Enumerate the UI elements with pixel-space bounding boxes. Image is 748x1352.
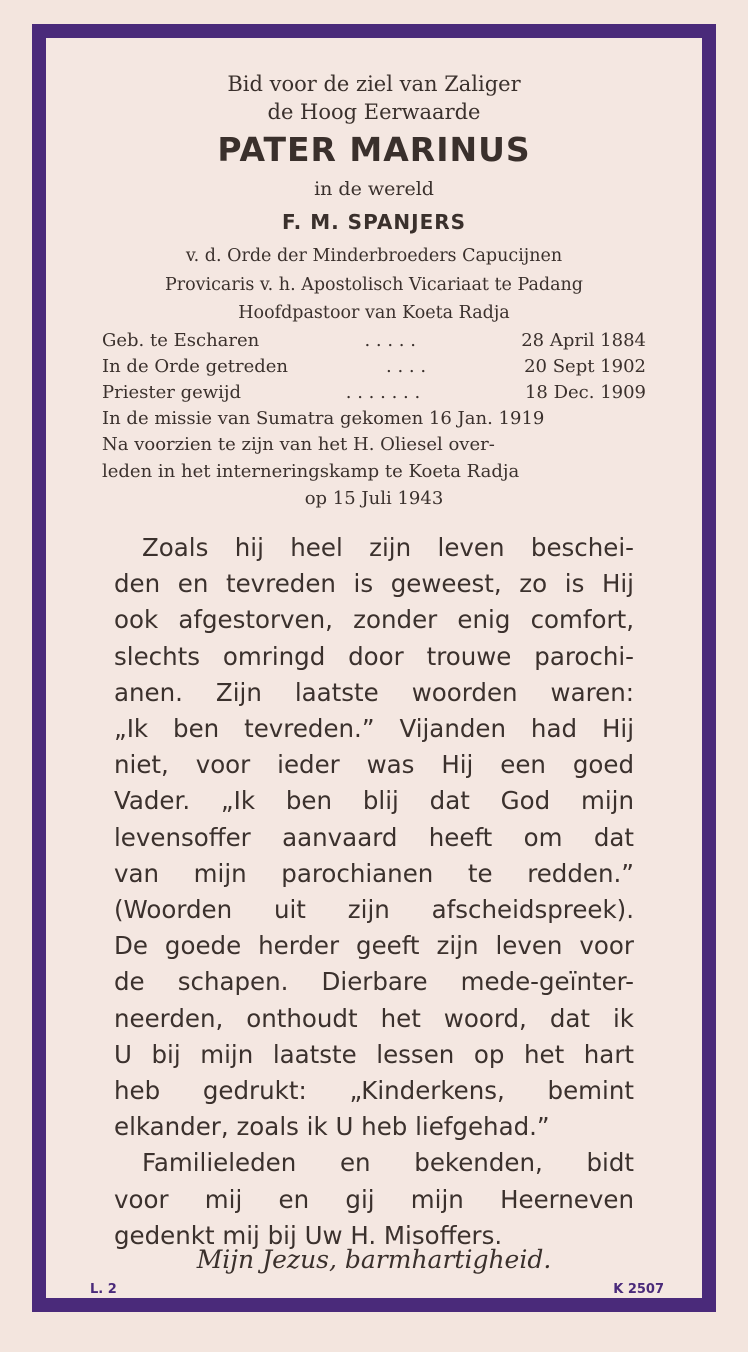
date-value: 18 Dec. 1909 (524, 382, 646, 403)
body-line: ook afgestorven, zonder enig comfort, (114, 605, 634, 635)
header-line-4: in de wereld (314, 178, 434, 200)
body-line: (Woorden uit zijn afscheidspreek). (114, 895, 634, 925)
eulogy-text (114, 530, 634, 1254)
date-row-birth (102, 330, 646, 351)
date-value: 20 Sept 1902 (524, 356, 646, 377)
body-line: niet, voor ieder was Hij een goed (114, 750, 634, 780)
print-code-left: L. 2 (90, 1282, 117, 1297)
card-content (64, 38, 684, 1298)
body-line: anen. Zijn laatste woorden waren: (114, 677, 634, 707)
body-line: De goede herder geeft zijn leven voor (114, 931, 634, 961)
body-line: „Ik ben tevreden.” Vijanden had Hij (114, 714, 634, 744)
death-line-3 (102, 488, 646, 509)
body-line: slechts omringd door trouwe parochi- (114, 641, 634, 671)
print-code-right: K 2507 (613, 1282, 664, 1297)
body-line: voor mij en gij mijn Heerneven (114, 1184, 634, 1214)
body-line: Zoals hij heel zijn leven beschei- (142, 533, 634, 562)
body-line: levensoffer aanvaard heeft om dat (114, 822, 634, 852)
date-value: 28 April 1884 (521, 330, 646, 351)
body-line: de schapen. Dierbare mede-geïnter- (114, 967, 634, 997)
deceased-title: PATER MARINUS (217, 130, 531, 169)
date-row-order (102, 356, 646, 377)
provicar-line: Provicaris v. h. Apostolisch Vicariaat te Padang (164, 275, 584, 295)
date-label: Priester gewijd (102, 382, 242, 403)
body-line: neerden, onthoudt het woord, dat ik (114, 1003, 634, 1033)
date-dots: . . . . (386, 356, 427, 377)
body-line: heb gedrukt: „Kinderkens, bemint (114, 1076, 634, 1106)
pastor-line: Hoofdpastoor van Koeta Radja (238, 303, 510, 323)
death-line-1 (102, 434, 646, 455)
memorial-card (32, 24, 716, 1312)
body-line: elkander, zoals ik U heb liefgehad.” (114, 1112, 550, 1142)
date-dots: . . . . . . . (345, 382, 421, 403)
header-line-2: de Hoog Eerwaarde (267, 100, 481, 124)
date-dots: . . . . . (364, 330, 416, 351)
closing-prayer: Mijn Jezus, barmhartigheid. (196, 1245, 552, 1274)
body-line: Vader. „Ik ben blij dat God mijn (114, 786, 634, 816)
deceased-name: F. M. SPANJERS (281, 210, 467, 234)
header-line-1: Bid voor de ziel van Zaliger (227, 72, 521, 96)
mission-text: In de missie van Sumatra gekomen 16 Jan. 1919 (102, 408, 545, 429)
date-row-priest (102, 382, 646, 403)
date-label: Geb. te Escharen (102, 330, 260, 351)
death-text-2: leden in het interneringskamp te Koeta Radja (102, 461, 520, 482)
order-line: v. d. Orde der Minderbroeders Capucijnen (185, 246, 563, 266)
body-line: U bij mijn laatste lessen op het hart (114, 1039, 634, 1069)
body-line: Familieleden en bekenden, bidt (142, 1148, 634, 1178)
mission-line (102, 408, 646, 429)
body-line: gedenkt mij bij Uw H. Misoffers. (114, 1220, 503, 1250)
body-line: van mijn parochianen te redden.” (114, 858, 634, 888)
death-text-1: Na voorzien te zijn van het H. Oliesel over- (102, 434, 495, 455)
body-line: den en tevreden is geweest, zo is Hij (114, 569, 634, 599)
death-text-3: op 15 Juli 1943 (304, 488, 444, 509)
death-line-2 (102, 461, 646, 482)
date-label: In de Orde getreden (102, 356, 289, 377)
